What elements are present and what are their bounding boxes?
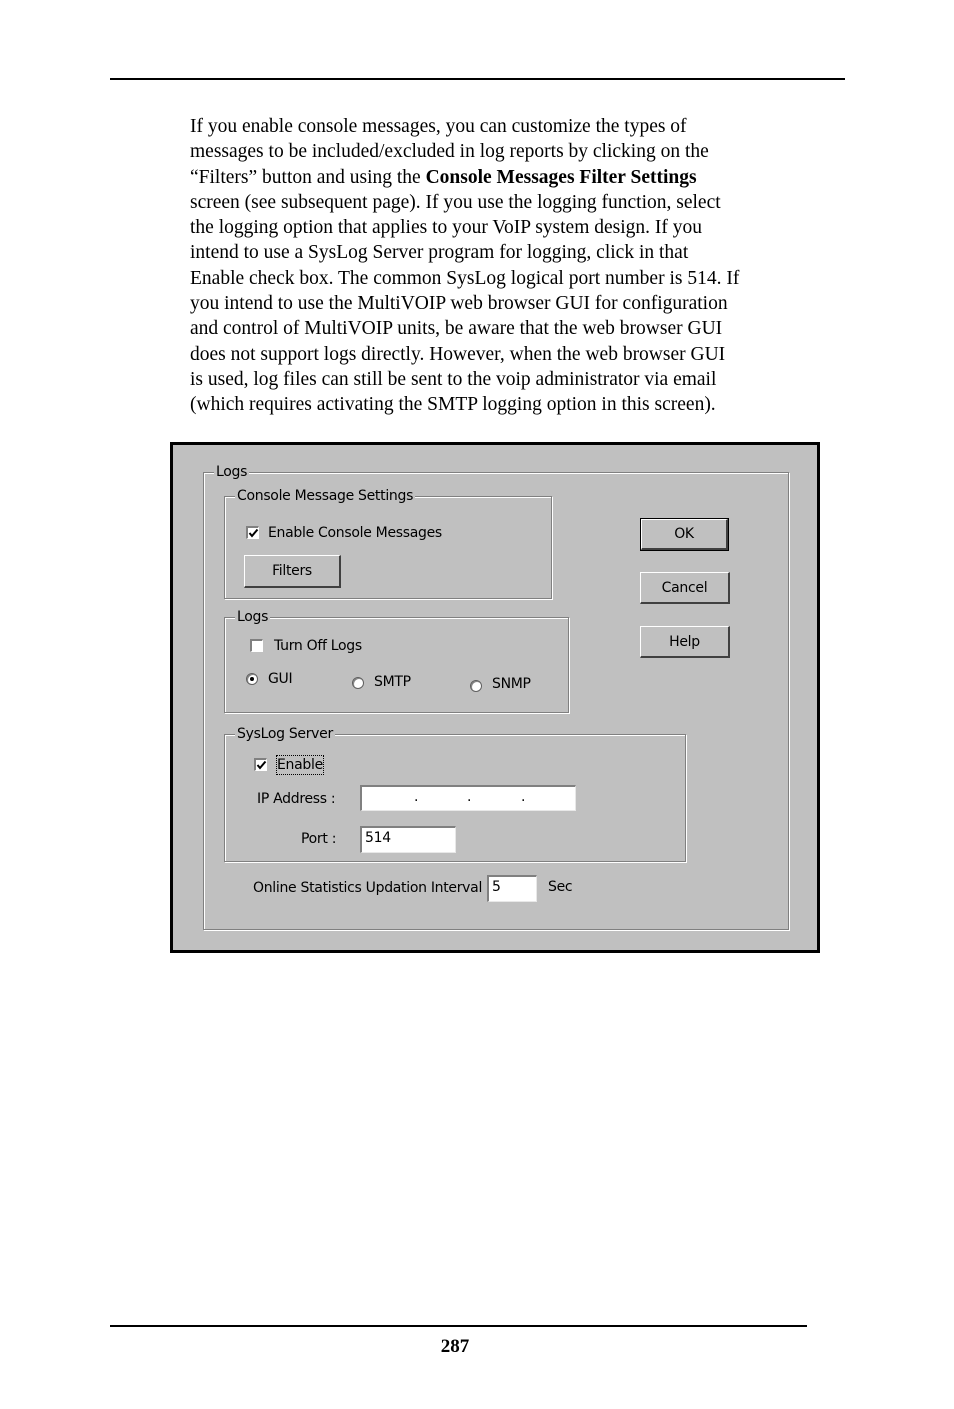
- gui-radio-label[interactable]: GUI: [268, 671, 293, 687]
- interval-label: Online Statistics Updation Interval: [253, 880, 483, 896]
- checkmark-icon: [248, 528, 259, 539]
- port-field[interactable]: 514: [360, 826, 456, 853]
- checkmark-icon: [256, 760, 267, 771]
- paragraph-text-1: If you enable console messages, you can customize the types of messages to be included/excluded in log reports by clicking on the “Filters” button and using the: [190, 116, 709, 188]
- smtp-radio[interactable]: [352, 677, 364, 689]
- interval-unit: Sec: [548, 879, 573, 895]
- footer-rule: [110, 1325, 807, 1327]
- ok-button-label: OK: [674, 526, 694, 542]
- header-rule: [110, 78, 845, 80]
- turn-off-logs-label[interactable]: Turn Off Logs: [274, 638, 362, 654]
- paragraph-text-2: screen (see subsequent page). If you use the logging function, select the logging option that applies to your VoIP system design. If you intend to use a SysLog Server program for logging, click in that Enable check box. The common SysLog logical port number is 514. If you intend to use the MultiVOIP web browser GUI for configuration and control of MultiVOIP units, be aware that the web browser GUI does not support logs directly. However, when the web browser GUI is used, log files can still be sent to the voip administrator via email (which requires activating the SMTP logging option in this screen).: [190, 191, 740, 416]
- ip-dot: .: [467, 789, 472, 805]
- snmp-radio[interactable]: [470, 680, 482, 692]
- logs-outer-group-label: Logs: [216, 464, 248, 480]
- body-paragraph: [190, 114, 850, 418]
- enable-console-label[interactable]: Enable Console Messages: [268, 525, 442, 541]
- smtp-radio-label[interactable]: SMTP: [374, 674, 411, 690]
- paragraph-bold-term: Console Messages Filter Settings: [425, 166, 697, 188]
- filters-button[interactable]: [244, 555, 341, 588]
- syslog-enable-label[interactable]: Enable: [277, 757, 323, 773]
- radio-selected-dot: [250, 677, 254, 681]
- help-button-label: Help: [669, 633, 700, 650]
- ip-dot: .: [414, 789, 419, 805]
- logs-type-group-label: Logs: [237, 609, 269, 625]
- logs-type-group: [224, 609, 569, 713]
- ip-dot: .: [521, 789, 526, 805]
- snmp-radio-label[interactable]: SNMP: [492, 676, 531, 692]
- syslog-enable-checkbox[interactable]: [254, 758, 267, 771]
- port-label: Port :: [301, 831, 337, 847]
- gui-radio[interactable]: [246, 673, 258, 685]
- cancel-button[interactable]: [640, 572, 730, 604]
- logs-dialog: [170, 442, 820, 953]
- ok-button[interactable]: [641, 519, 728, 550]
- syslog-group-label: SysLog Server: [237, 726, 333, 742]
- ip-address-label: IP Address :: [257, 791, 336, 807]
- cancel-button-label: Cancel: [661, 579, 708, 596]
- enable-console-checkbox[interactable]: [246, 526, 259, 539]
- filters-button-label: Filters: [272, 563, 312, 579]
- turn-off-logs-checkbox[interactable]: [250, 639, 263, 652]
- page-number: 287: [440, 1336, 470, 1357]
- interval-field[interactable]: 5: [487, 875, 537, 902]
- ip-address-field[interactable]: [360, 785, 576, 811]
- help-button[interactable]: [640, 626, 730, 658]
- console-settings-group-label: Console Message Settings: [237, 488, 414, 504]
